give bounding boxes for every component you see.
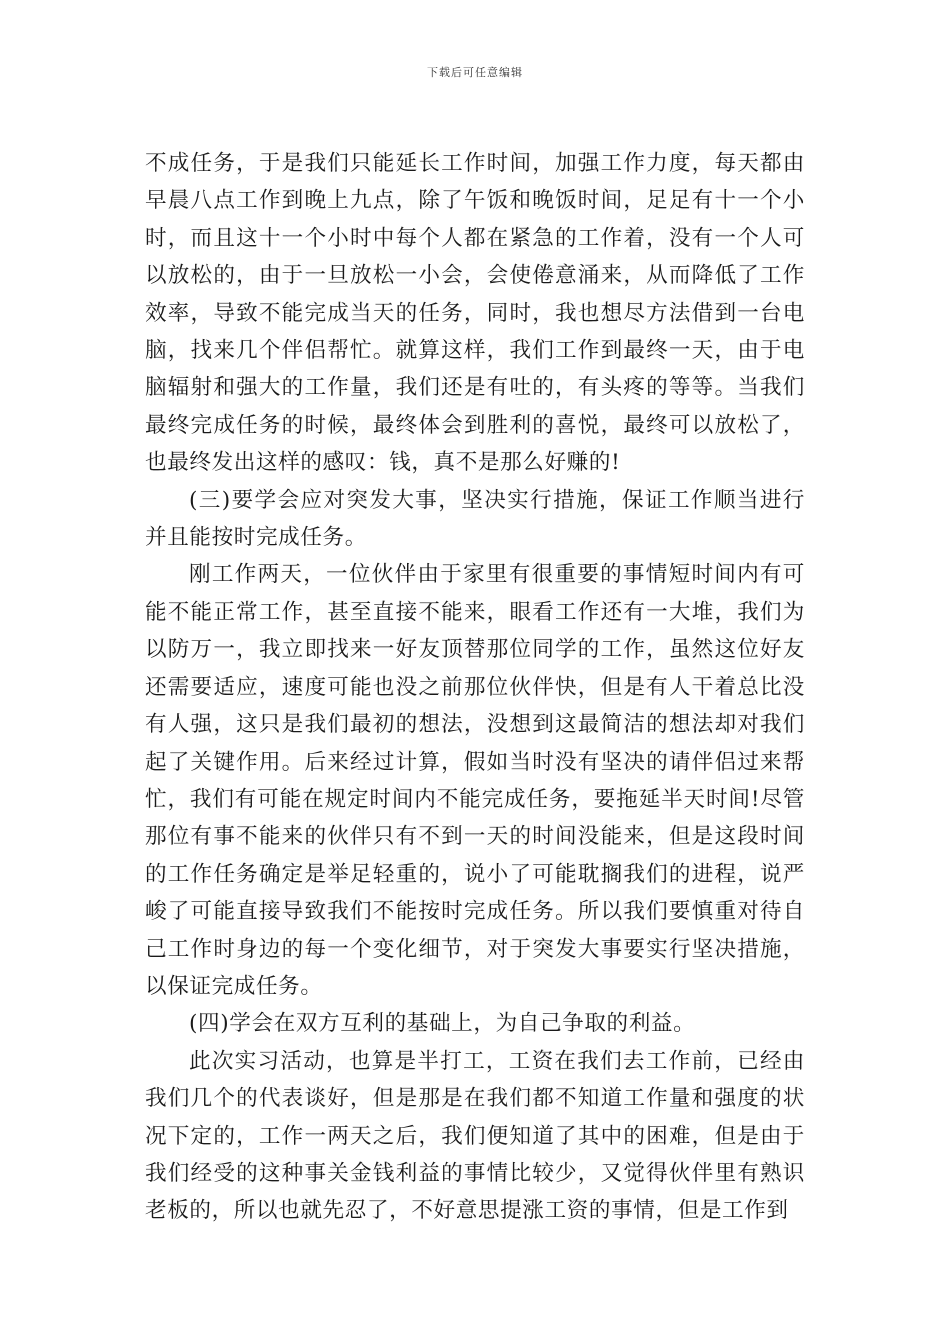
paragraph-section-four-heading: (四)学会在双方互利的基础上，为自己争取的利益。 — [189, 1011, 696, 1037]
document-body — [145, 145, 805, 1230]
paragraph-section-four-body: 此次实习活动，也算是半打工，工资在我们去工作前，已经由我们几个的代表谈好，但是那是在我们都不知道工作量和强度的状况下定的，工作一两天之后，我们便知道了其中的困难，但是由于我们经受的这种事关金钱利益的事情比较少，又觉得伙伴里有熟识老板的，所以也就先忍了，不好意思提涨工资的事情，但是工作到 — [145, 1048, 805, 1224]
paragraph-continuation: 不成任务，于是我们只能延长工作时间，加强工作力度，每天都由早晨八点工作到晚上九点，除了午饭和晚饭时间，足足有十一个小时，而且这十一个小时中每个人都在紧急的工作着，没有一个人可以放松的，由于一旦放松一小会，会使倦意涌来，从而降低了工作效率，导致不能完成当天的任务，同时，我也想尽方法借到一台电脑，找来几个伴侣帮忙。就算这样，我们工作到最终一天，由于电脑辐射和强大的工作量，我们还是有吐的，有头疼的等等。当我们最终完成任务的时候，最终体会到胜利的喜悦，最终可以放松了，也最终发出这样的感叹：钱，真不是那么好赚的! — [145, 151, 805, 476]
paragraph-section-three-heading: (三)要学会应对突发大事，坚决实行措施，保证工作顺当进行并且能按时完成任务。 — [145, 487, 805, 551]
page-header: 下载后可任意编辑 — [427, 66, 523, 79]
paragraph-section-three-body: 刚工作两天，一位伙伴由于家里有很重要的事情短时间内有可能不能正常工作，甚至直接不能来，眼看工作还有一大堆，我们为以防万一，我立即找来一好友顶替那位同学的工作，虽然这位好友还需要适应，速度可能也没之前那位伙伴快，但是有人干着总比没有人强，这只是我们最初的想法，没想到这最简洁的想法却对我们起了关键作用。后来经过计算，假如当时没有坚决的请伴侣过来帮忙，我们有可能在规定时间内不能完成任务，要拖延半天时间!尽管那位有事不能来的伙伴只有不到一天的时间没能来，但是这段时间的工作任务确定是举足轻重的，说小了可能耽搁我们的进程，说严峻了可能直接导致我们不能按时完成任务。所以我们要慎重对待自己工作时身边的每一个变化细节，对于突发大事要实行坚决措施，以保证完成任务。 — [145, 562, 805, 999]
